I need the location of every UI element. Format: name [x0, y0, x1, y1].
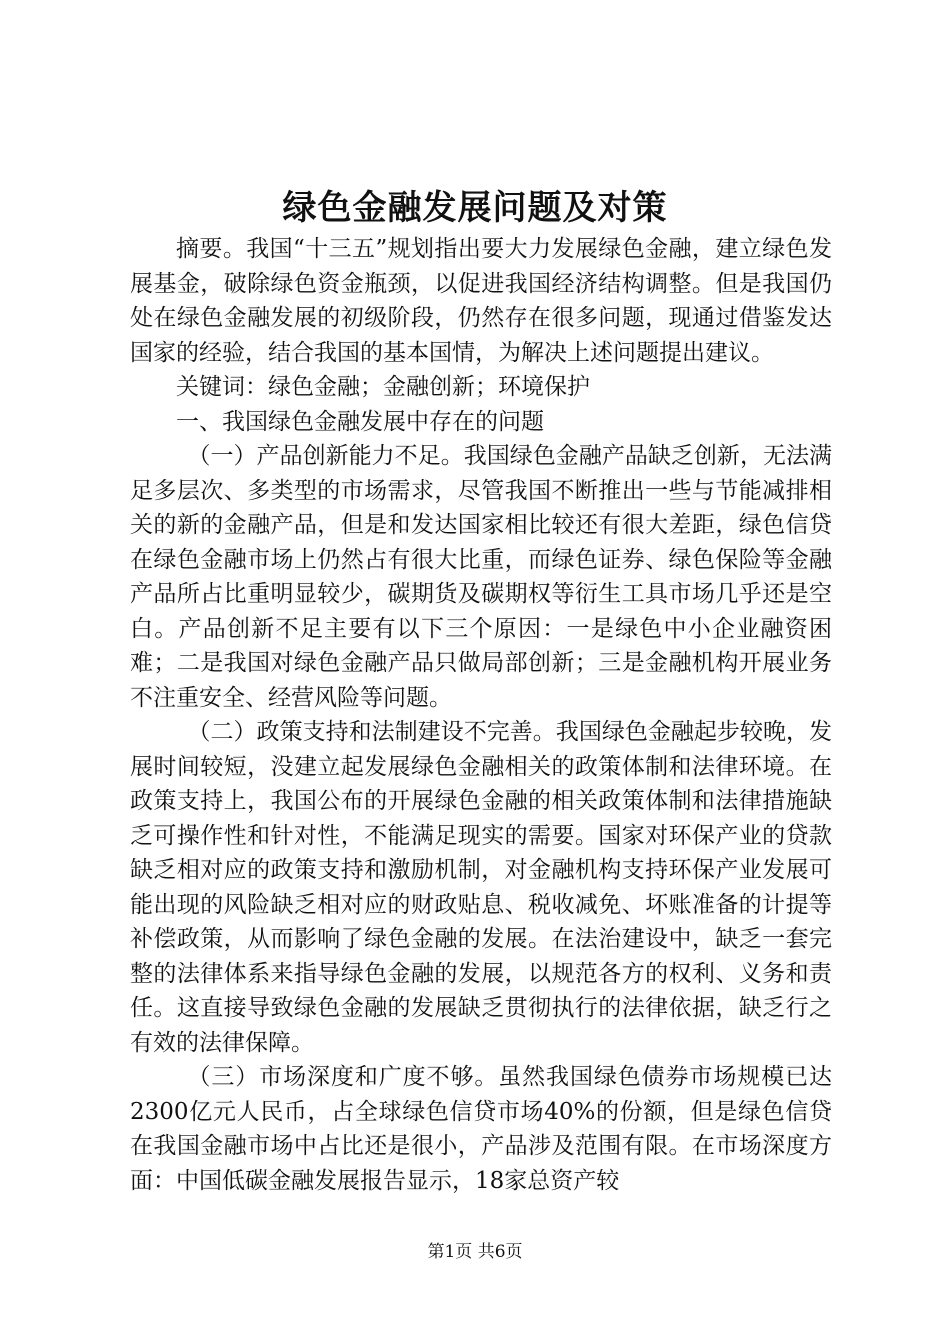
document-title: 绿色金融发展问题及对策 — [282, 188, 668, 228]
abstract-paragraph: 摘要。我国“十三五”规划指出要大力发展绿色金融，建立绿色发展基金，破除绿色资金瓶颈，以促进我国经济结构调整。但是我国仍处在绿色金融发展的初级阶段，仍然存在很多问题，现通过借鉴发达国家的经验，结合我国的基本国情，为解决上述问题提出建议。 — [130, 236, 832, 366]
document-body — [130, 232, 832, 1198]
section-heading-1: 一、我国绿色金融发展中存在的问题 — [176, 408, 544, 435]
paragraph-policy-support: （二）政策支持和法制建设不完善。我国绿色金融起步较晚，发展时间较短，没建立起发展绿色金融相关的政策体制和法律环境。在政策支持上，我国公布的开展绿色金融的相关政策体制和法律措施缺乏可操作性和针对性，不能满足现实的需要。国家对环保产业的贷款缺乏相对应的政策支持和激励机制，对金融机构支持环保产业发展可能出现的风险缺乏相对应的财政贴息、税收减免、坏账准备的计提等补偿政策，从而影响了绿色金融的发展。在法治建设中，缺乏一套完整的法律体系来指导绿色金融的发展，以规范各方的权利、义务和责任。这直接导致绿色金融的发展缺乏贯彻执行的法律依据，缺乏行之有效的法律保障。 — [130, 719, 832, 1056]
keywords-line: 关键词：绿色金融；金融创新；环境保护 — [176, 374, 590, 400]
paragraph-market-depth: （三）市场深度和广度不够。虽然我国绿色债券市场规模已达2300亿元人民币，占全球绿色信贷市场40%的份额，但是绿色信贷在我国金融市场中占比还是很小，产品涉及范围有限。在市场深度方面：中国低碳金融发展报告显示，18家总资产较 — [130, 1064, 832, 1194]
paragraph-product-innovation: （一）产品创新能力不足。我国绿色金融产品缺乏创新，无法满足多层次、多类型的市场需求，尽管我国不断推出一些与节能减排相关的新的金融产品，但是和发达国家相比较还有很大差距，绿色信贷在绿色金融市场上仍然占有很大比重，而绿色证券、绿色保险等金融产品所占比重明显较少，碳期货及碳期权等衍生工具市场几乎还是空白。产品创新不足主要有以下三个原因：一是绿色中小企业融资困难；二是我国对绿色金融产品只做局部创新；三是金融机构开展业务不注重安全、经营风险等问题。 — [130, 443, 832, 711]
page-number-footer: 第1页 共6页 — [427, 1242, 523, 1262]
